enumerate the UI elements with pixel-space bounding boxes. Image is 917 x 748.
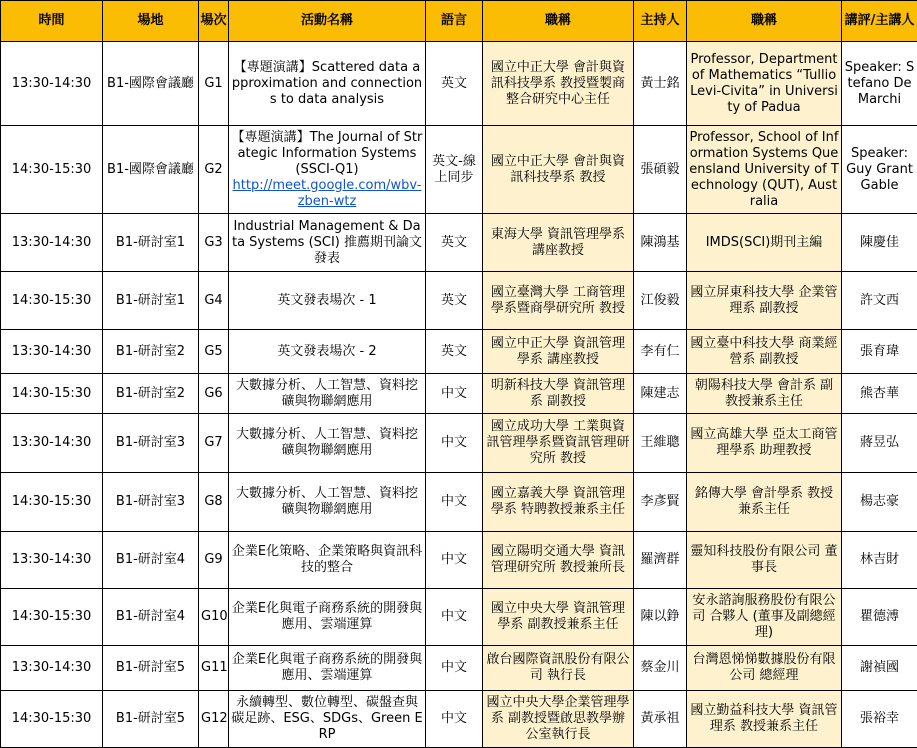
header-language: 語言: [426, 1, 483, 42]
cell-language: 中文: [426, 589, 483, 646]
cell-speaker: 熊杏華: [842, 374, 917, 414]
cell-time: 14:30-15:30: [1, 691, 103, 748]
cell-language: 英文: [426, 330, 483, 374]
cell-speaker: 楊志豪: [842, 473, 917, 532]
cell-speaker-title: 國立屏東科技大學 企業管理系 副教授: [687, 272, 842, 330]
cell-speaker: 謝禎國: [842, 646, 917, 691]
cell-host: 陳建志: [634, 374, 687, 414]
cell-chair-title: 國立嘉義大學 資訊管理學系 特聘教授兼系主任: [483, 473, 634, 532]
table-row: [1, 532, 917, 589]
cell-session: G7: [199, 414, 229, 473]
cell-time: 14:30-15:30: [1, 126, 103, 214]
cell-speaker: 張育瑋: [842, 330, 917, 374]
cell-language: 中文: [426, 646, 483, 691]
cell-activity: [229, 126, 426, 214]
cell-chair-title: 明新科技大學 資訊管理系 副教授: [483, 374, 634, 414]
header-speaker-title: 職稱: [687, 1, 842, 42]
cell-language: 英文: [426, 214, 483, 272]
schedule-body: [1, 42, 917, 748]
cell-host: 張碩毅: [634, 126, 687, 214]
cell-venue: B1-研討室1: [103, 214, 199, 272]
header-row: [1, 1, 917, 42]
table-row: [1, 691, 917, 748]
cell-speaker-title: 國立臺中科技大學 商業經營系 副教授: [687, 330, 842, 374]
activity-text: 英文發表場次 - 2: [231, 344, 423, 360]
cell-time: 13:30-14:30: [1, 414, 103, 473]
activity-text: 【專題演講】The Journal of Strategic Information Systems(SSCI-Q1): [231, 130, 423, 178]
cell-session: G8: [199, 473, 229, 532]
header-host: 主持人: [634, 1, 687, 42]
cell-host: 江俊毅: [634, 272, 687, 330]
cell-speaker-title: Professor, Department of Mathematics “Tullio Levi-Civita” in University of Padua: [687, 42, 842, 126]
cell-activity: [229, 646, 426, 691]
activity-text: 大數據分析、人工智慧、資料挖礦與物聯網應用: [231, 378, 423, 410]
cell-time: 13:30-14:30: [1, 214, 103, 272]
cell-chair-title: 國立成功大學 工業與資訊管理學系暨資訊管理研究所 教授: [483, 414, 634, 473]
meeting-link[interactable]: http://meet.google.com/wbv-zben-wtz: [231, 178, 423, 210]
cell-speaker-title: 朝陽科技大學 會計系 副教授兼系主任: [687, 374, 842, 414]
cell-host: 陳鴻基: [634, 214, 687, 272]
cell-activity: [229, 214, 426, 272]
cell-speaker: Speaker: Stefano De Marchi: [842, 42, 917, 126]
cell-time: 14:30-15:30: [1, 589, 103, 646]
cell-chair-title: 啟台國際資訊股份有限公司 執行長: [483, 646, 634, 691]
cell-activity: [229, 589, 426, 646]
table-row: [1, 214, 917, 272]
cell-language: 中文: [426, 532, 483, 589]
table-row: [1, 330, 917, 374]
cell-speaker: 張裕幸: [842, 691, 917, 748]
cell-venue: B1-研討室4: [103, 532, 199, 589]
cell-host: 李彥賢: [634, 473, 687, 532]
header-venue: 場地: [103, 1, 199, 42]
cell-session: G5: [199, 330, 229, 374]
cell-activity: [229, 330, 426, 374]
cell-activity: [229, 374, 426, 414]
cell-activity: [229, 532, 426, 589]
activity-text: 永續轉型、數位轉型、碳盤查與碳足跡、ESG、SDGs、Green ERP: [231, 695, 423, 743]
cell-host: 蔡金川: [634, 646, 687, 691]
activity-text: 【專題演講】Scattered data approximation and connections to data analysis: [231, 60, 423, 108]
cell-venue: B1-國際會議廳: [103, 126, 199, 214]
cell-chair-title: 國立中央大學 資訊管理學系 副教授兼系主任: [483, 589, 634, 646]
cell-language: 英文-線上同步: [426, 126, 483, 214]
cell-venue: B1-國際會議廳: [103, 42, 199, 126]
table-row: [1, 589, 917, 646]
cell-chair-title: 國立臺灣大學 工商管理學系暨商學研究所 教授: [483, 272, 634, 330]
cell-session: G12: [199, 691, 229, 748]
activity-text: 企業E化與電子商務系統的開發與應用、雲端運算: [231, 601, 423, 633]
cell-venue: B1-研討室3: [103, 473, 199, 532]
cell-host: 羅濟群: [634, 532, 687, 589]
cell-speaker: Speaker: Guy Grant Gable: [842, 126, 917, 214]
cell-speaker-title: Professor, School of Information Systems Queensland University of Technology (QUT), Australia: [687, 126, 842, 214]
cell-speaker-title: 安永諮詢服務股份有限公司 合夥人 (董事及副總經理): [687, 589, 842, 646]
table-row: [1, 126, 917, 214]
cell-venue: B1-研討室2: [103, 374, 199, 414]
cell-speaker-title: 國立高雄大學 亞太工商管理學系 助理教授: [687, 414, 842, 473]
header-time: 時間: [1, 1, 103, 42]
cell-session: G6: [199, 374, 229, 414]
cell-session: G9: [199, 532, 229, 589]
cell-session: G10: [199, 589, 229, 646]
cell-speaker: 陳慶佳: [842, 214, 917, 272]
cell-host: 李有仁: [634, 330, 687, 374]
cell-language: 中文: [426, 691, 483, 748]
activity-text: 大數據分析、人工智慧、資料挖礦與物聯網應用: [231, 427, 423, 459]
cell-chair-title: 國立陽明交通大學 資訊管理研究所 教授兼所長: [483, 532, 634, 589]
cell-time: 13:30-14:30: [1, 42, 103, 126]
cell-time: 14:30-15:30: [1, 272, 103, 330]
cell-venue: B1-研討室5: [103, 691, 199, 748]
cell-time: 13:30-14:30: [1, 532, 103, 589]
cell-time: 14:30-15:30: [1, 374, 103, 414]
cell-speaker: 蔣昱弘: [842, 414, 917, 473]
activity-text: 英文發表場次 - 1: [231, 293, 423, 309]
cell-language: 中文: [426, 374, 483, 414]
cell-host: 黃士銘: [634, 42, 687, 126]
table-row: [1, 272, 917, 330]
cell-activity: [229, 691, 426, 748]
cell-speaker-title: 台灣恩悌悌數據股份有限公司 總經理: [687, 646, 842, 691]
cell-language: 英文: [426, 272, 483, 330]
table-row: [1, 414, 917, 473]
cell-time: 13:30-14:30: [1, 330, 103, 374]
cell-language: 中文: [426, 414, 483, 473]
cell-host: 王維聰: [634, 414, 687, 473]
table-row: [1, 473, 917, 532]
cell-time: 13:30-14:30: [1, 646, 103, 691]
header-session: 場次: [199, 1, 229, 42]
cell-host: 黃承祖: [634, 691, 687, 748]
header-speaker: 講評/主講人: [842, 1, 917, 42]
activity-text: 企業E化與電子商務系統的開發與應用、雲端運算: [231, 652, 423, 684]
cell-activity: [229, 272, 426, 330]
cell-speaker: 許文西: [842, 272, 917, 330]
cell-chair-title: 東海大學 資訊管理學系 講座教授: [483, 214, 634, 272]
cell-chair-title: 國立中央大學企業管理學系 副教授暨啟思教學辦公室執行長: [483, 691, 634, 748]
cell-host: 陳以錚: [634, 589, 687, 646]
cell-speaker: 瞿德溥: [842, 589, 917, 646]
table-row: [1, 42, 917, 126]
cell-chair-title: 國立中正大學 會計與資訊科技學系 教授暨製商整合研究中心主任: [483, 42, 634, 126]
header-activity: 活動名稱: [229, 1, 426, 42]
cell-venue: B1-研討室1: [103, 272, 199, 330]
cell-language: 中文: [426, 473, 483, 532]
cell-venue: B1-研討室3: [103, 414, 199, 473]
table-row: [1, 374, 917, 414]
activity-text: 大數據分析、人工智慧、資料挖礦與物聯網應用: [231, 486, 423, 518]
cell-speaker-title: 靈知科技股份有限公司 董事長: [687, 532, 842, 589]
activity-text: Industrial Management & Data Systems (SCI) 推薦期刊論文發表: [231, 219, 423, 267]
header-chair-title: 職稱: [483, 1, 634, 42]
cell-language: 英文: [426, 42, 483, 126]
cell-session: G2: [199, 126, 229, 214]
cell-session: G4: [199, 272, 229, 330]
cell-session: G3: [199, 214, 229, 272]
cell-chair-title: 國立中正大學 資訊管理學系 講座教授: [483, 330, 634, 374]
cell-chair-title: 國立中正大學 會計與資訊科技學系 教授: [483, 126, 634, 214]
cell-speaker-title: IMDS(SCI)期刊主編: [687, 214, 842, 272]
cell-speaker-title: 國立勤益科技大學 資訊管理系 教授兼系主任: [687, 691, 842, 748]
cell-venue: B1-研討室4: [103, 589, 199, 646]
activity-text: 企業E化策略、企業策略與資訊科技的整合: [231, 544, 423, 576]
cell-activity: [229, 414, 426, 473]
cell-activity: [229, 42, 426, 126]
cell-venue: B1-研討室2: [103, 330, 199, 374]
cell-session: G11: [199, 646, 229, 691]
cell-speaker-title: 銘傳大學 會計學系 教授兼系主任: [687, 473, 842, 532]
cell-session: G1: [199, 42, 229, 126]
cell-activity: [229, 473, 426, 532]
cell-time: 14:30-15:30: [1, 473, 103, 532]
cell-venue: B1-研討室5: [103, 646, 199, 691]
cell-speaker: 林吉財: [842, 532, 917, 589]
table-row: [1, 646, 917, 691]
